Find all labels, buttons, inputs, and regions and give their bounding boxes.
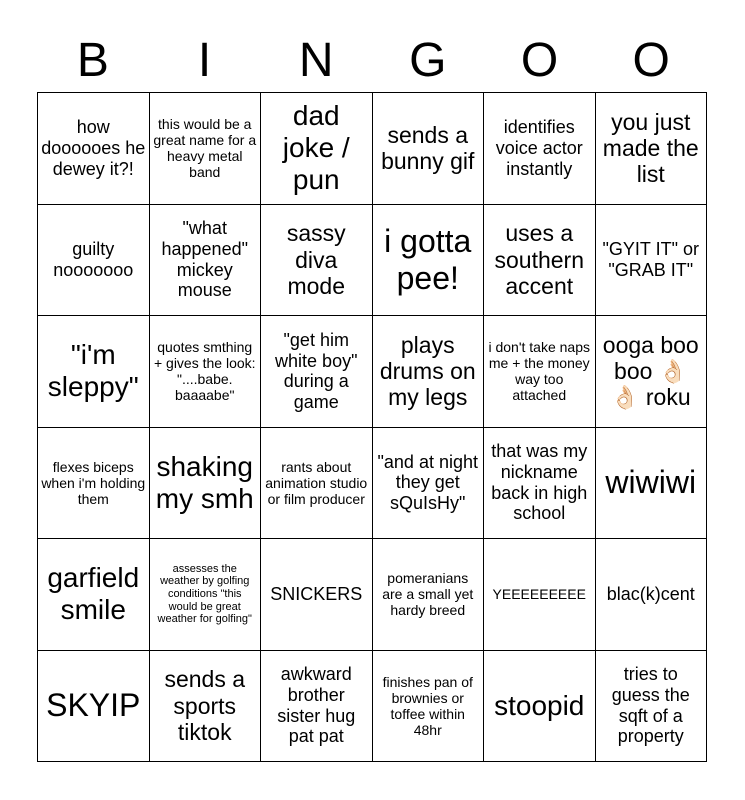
bingo-cell[interactable] <box>373 205 485 317</box>
cell-text: wiwiwi <box>605 464 697 501</box>
bingo-cell[interactable] <box>261 93 373 205</box>
cell-text: "what happened" mickey mouse <box>161 218 248 301</box>
bingo-cell[interactable] <box>38 205 150 317</box>
bingo-cell[interactable] <box>484 205 596 317</box>
cell-text: you just made the list <box>602 108 699 188</box>
bingo-cell[interactable] <box>261 205 373 317</box>
bingo-cell[interactable] <box>38 316 150 428</box>
cell-text: i gotta pee! <box>384 222 472 296</box>
bingo-cell[interactable] <box>261 316 373 428</box>
cell-text: "get him white boy" during a game <box>275 329 358 412</box>
cell-text: stoopid <box>494 689 585 721</box>
bingo-cell[interactable] <box>38 93 150 205</box>
bingo-cell[interactable] <box>38 428 150 540</box>
bingo-cell[interactable] <box>150 93 262 205</box>
cell-text: tries to guess the sqft of a property <box>611 664 690 747</box>
cell-text: plays drums on my legs <box>379 331 476 411</box>
bingo-cell[interactable] <box>150 539 262 651</box>
bingo-cell[interactable] <box>484 539 596 651</box>
header-letter-n: N <box>298 34 334 87</box>
cell-text: "GYIT IT" or "GRAB IT" <box>602 239 699 280</box>
bingo-cell[interactable] <box>373 651 485 763</box>
cell-text: identifies voice actor instantly <box>495 117 583 179</box>
cell-text: blac(k)cent <box>606 583 695 604</box>
cell-text: how doooooes he dewey it?! <box>41 117 146 179</box>
cell-text: sends a sports tiktok <box>164 666 246 745</box>
bingo-cell[interactable] <box>596 428 708 540</box>
bingo-cell[interactable] <box>150 205 262 317</box>
cell-text: i don't take naps me + the money way too attached <box>488 339 591 404</box>
cell-text: flexes biceps when i'm holding them <box>41 458 146 507</box>
bingo-cell[interactable] <box>38 539 150 651</box>
cell-text: awkward brother sister hug pat pat <box>277 664 356 747</box>
bingo-cell[interactable] <box>596 93 708 205</box>
header-letter-o-2: O <box>632 34 670 87</box>
cell-text: "and at night they get sQuIsHy" <box>377 451 478 514</box>
header-letter-g: G <box>409 34 447 87</box>
bingo-cell[interactable] <box>373 539 485 651</box>
bingo-cell[interactable] <box>38 651 150 763</box>
bingo-cell[interactable] <box>596 316 708 428</box>
cell-text: finishes pan of brownies or toffee within 48hr <box>382 673 473 738</box>
cell-text: ooga boo boo 👌🏻 👌🏻 roku <box>602 331 699 411</box>
cell-text: this would be a great name for a heavy metal band <box>153 116 257 181</box>
cell-text: that was my nickname back in high school <box>491 441 588 524</box>
header-letter-b: B <box>76 34 109 87</box>
bingo-cell[interactable] <box>261 428 373 540</box>
bingo-cell[interactable] <box>150 428 262 540</box>
cell-text: shaking my smh <box>155 450 254 514</box>
cell-text: sassy diva mode <box>286 220 346 299</box>
bingo-cell[interactable] <box>484 428 596 540</box>
cell-text: pomeranians are a small yet hardy breed <box>382 570 474 619</box>
cell-text: SKYIP <box>46 687 141 724</box>
header-letter-i: I <box>197 34 212 87</box>
cell-text: sends a bunny gif <box>381 121 475 175</box>
bingo-cell[interactable] <box>261 539 373 651</box>
bingo-cell[interactable] <box>373 93 485 205</box>
cell-text: SNICKERS <box>270 583 363 604</box>
bingo-cell[interactable] <box>261 651 373 763</box>
cell-text: quotes smthing + gives the look: "....babe. baaaabe" <box>153 339 256 404</box>
bingo-cell[interactable] <box>484 316 596 428</box>
bingo-cell[interactable] <box>373 316 485 428</box>
cell-text: "i'm sleppy" <box>47 339 139 403</box>
bingo-cell[interactable] <box>596 539 708 651</box>
cell-text: guilty nooooooo <box>53 239 134 280</box>
cell-text: assesses the weather by golfing conditions "this would be great weather for golfing" <box>157 562 252 626</box>
bingo-cell[interactable] <box>596 205 708 317</box>
bingo-cell[interactable] <box>373 428 485 540</box>
bingo-cell[interactable] <box>484 651 596 763</box>
cell-text: dad joke / pun <box>282 99 350 196</box>
bingo-cell[interactable] <box>484 93 596 205</box>
bingo-cell[interactable] <box>596 651 708 763</box>
cell-text: YEEEEEEEEE <box>492 586 586 603</box>
bingo-header <box>37 30 707 92</box>
bingo-grid <box>37 92 707 762</box>
cell-text: garfield smile <box>47 562 140 626</box>
header-letter-o: O <box>520 34 559 87</box>
cell-text: uses a southern accent <box>494 220 584 299</box>
bingo-cell[interactable] <box>150 651 262 763</box>
cell-text: rants about animation studio or film producer <box>265 458 368 507</box>
bingo-cell[interactable] <box>150 316 262 428</box>
